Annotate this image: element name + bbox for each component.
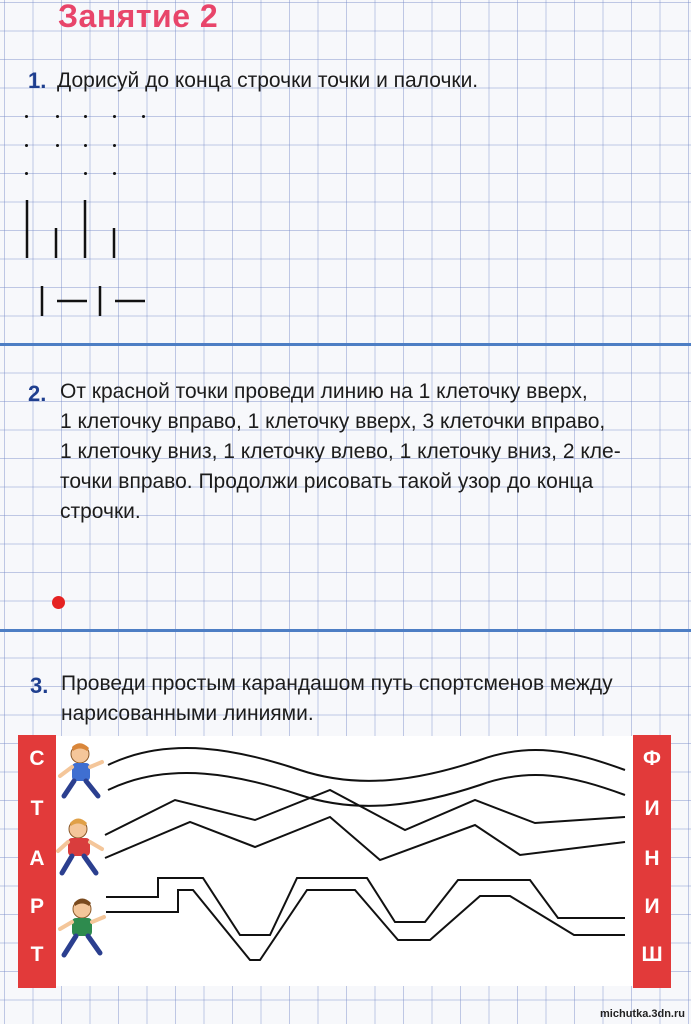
zigzag-track-line-top	[105, 790, 625, 835]
start-letter: Т	[30, 943, 44, 966]
task1-text: Дорисуй до конца строчки точки и палочки.	[57, 69, 479, 92]
task1-number: 1.	[28, 68, 47, 93]
start-letter: Т	[30, 797, 44, 820]
runners	[52, 740, 114, 980]
task2-line: 1 клеточку вниз, 1 клеточку влево, 1 клеточку вниз, 2 кле-	[60, 440, 621, 463]
task2-number: 2.	[28, 381, 47, 406]
start-letter: С	[29, 747, 45, 770]
lesson-title: Занятие 2	[58, 0, 219, 34]
meander-track-line-top	[106, 878, 625, 935]
zigzag-track-line-bottom	[105, 817, 625, 860]
wavy-track-line-bottom	[108, 773, 625, 806]
task3-line: нарисованными линиями.	[61, 702, 314, 725]
task2-line: строчки.	[60, 500, 141, 523]
finish-letter: И	[644, 797, 660, 820]
runner-2-icon	[58, 819, 102, 874]
runner-1-icon	[60, 743, 102, 796]
finish-letter: Ф	[643, 747, 661, 770]
task2-line: точки вправо. Продолжи рисовать такой узор до конца	[60, 470, 594, 493]
runner-3-icon	[60, 899, 104, 956]
task3-line: Проведи простым карандашом путь спортсменов между	[61, 672, 613, 695]
start-letter: Р	[29, 895, 44, 918]
finish-letter: Н	[644, 847, 660, 870]
meander-track-line-bottom	[106, 890, 625, 960]
finish-letter: Ш	[641, 943, 663, 966]
finish-letter: И	[644, 895, 660, 918]
task3-number: 3.	[30, 673, 49, 698]
task2-line: От красной точки проведи линию на 1 клеточку вверх,	[60, 380, 588, 403]
start-letter: А	[29, 847, 45, 870]
watermark-text: michutka.3dn.ru	[600, 1008, 685, 1020]
task2-line: 1 клеточку вправо, 1 клеточку вверх, 3 клеточки вправо,	[60, 410, 606, 433]
